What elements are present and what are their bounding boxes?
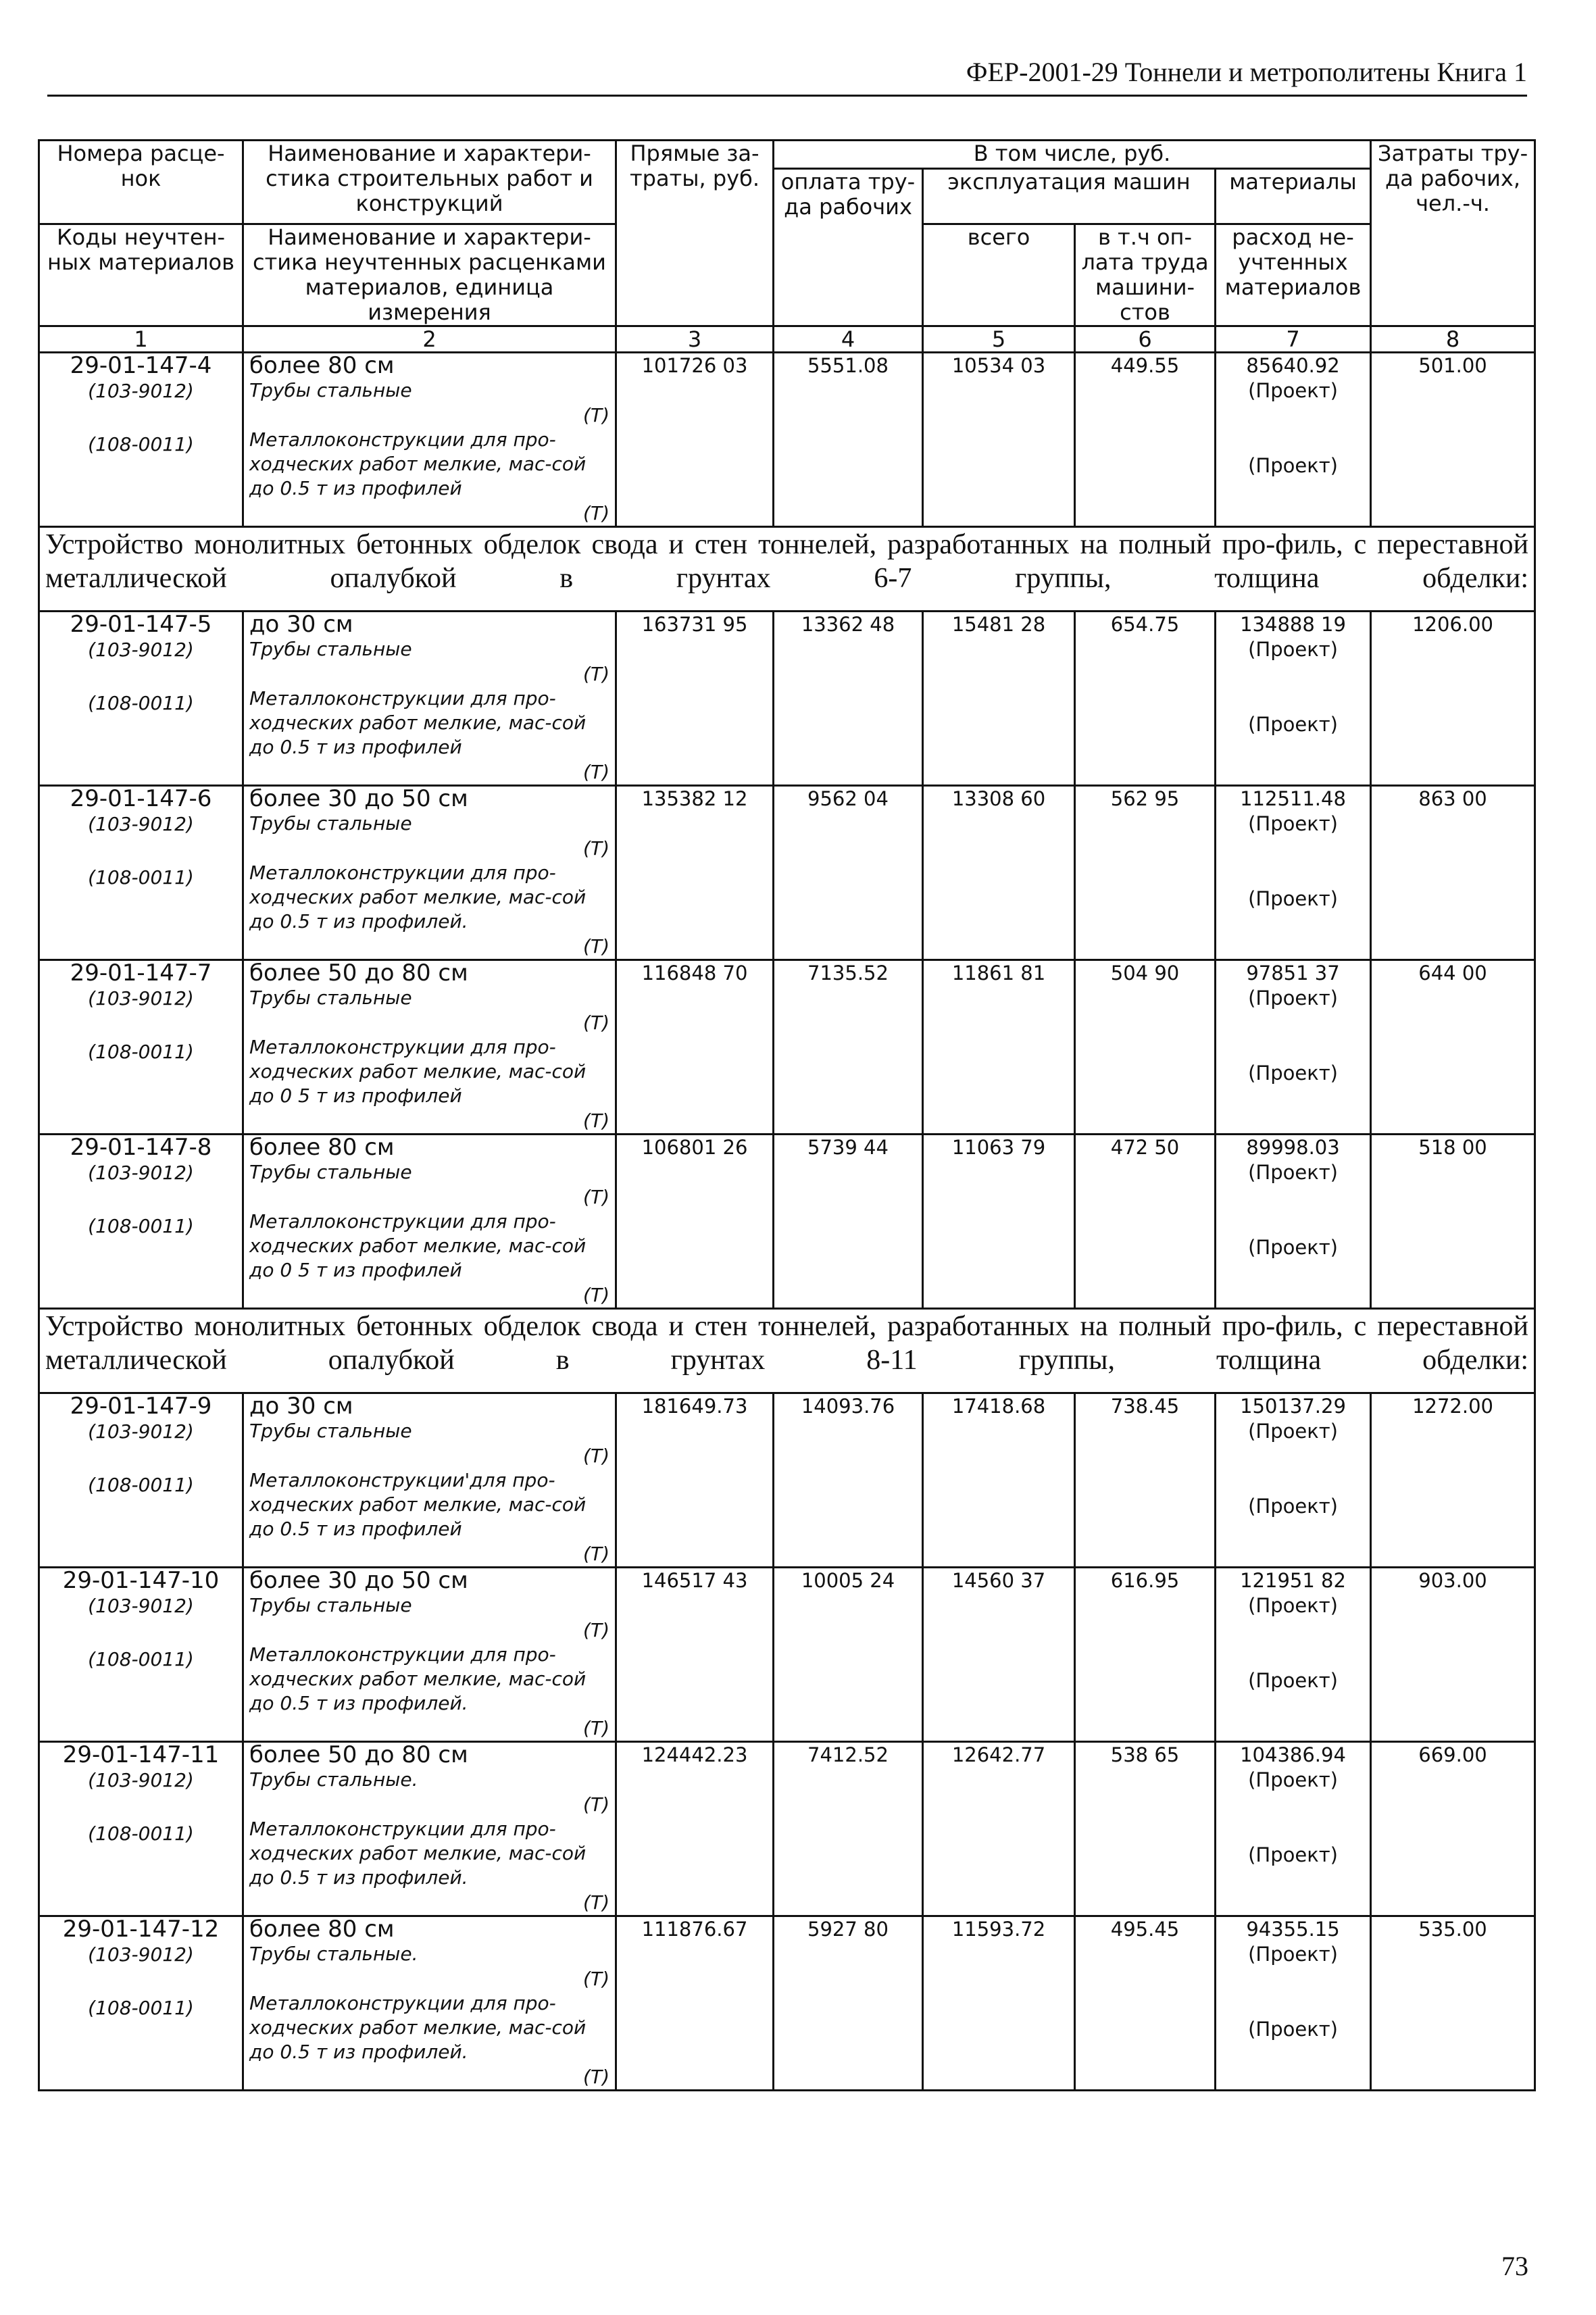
spacer [1222,1967,1364,2017]
unit-mark: (Т) [583,1968,609,1990]
column-number: 8 [1371,326,1535,353]
rate-name-cell [243,1568,616,1742]
materials-value: 97851 37 [1246,962,1340,985]
rates-body [39,353,1535,2091]
rate-code-cell [39,786,243,960]
header-including: В том числе, руб. [774,141,1371,169]
section-title: Устройство монолитных бетонных обделок свода и стен тоннелей, разработанных на полный про-филь, с переставной металлической опалубкой в грунтах 8-11 группы, толщина обделки: [39,1309,1535,1393]
unit-mark: (Т) [583,761,609,783]
materials-value: 94355.15 [1246,1918,1340,1941]
material-name: Металлоконструкции'для про-ходческих работ мелкие, мас-сой до 0.5 т из профилей [249,1469,587,1540]
column-number: 5 [923,326,1075,353]
machines-labor-value: 616.95 [1075,1568,1216,1742]
machines-labor-value: 738.45 [1075,1393,1216,1568]
labor-hours-value: 903.00 [1371,1568,1535,1742]
rate-code-cell [39,960,243,1135]
project-mark: (Проект) [1248,1594,1338,1617]
rate-row [39,1393,1535,1568]
direct-costs-value: 181649.73 [616,1393,774,1568]
column-number-row [39,326,1535,353]
section-title: Устройство монолитных бетонных обделок свода и стен тоннелей, разработанных на полный про-филь, с переставной металлической опалубкой в грунтах 6-7 группы, толщина обделки: [39,527,1535,612]
unit-mark: (Т) [583,1717,609,1739]
materials-cell [1216,1568,1371,1742]
material-code: (108-0011) [88,692,194,714]
spacer [45,1618,236,1647]
labor-hours-value: 669.00 [1371,1742,1535,1916]
spacer [45,1444,236,1472]
rate-name: более 80 см [249,352,395,379]
unit-mark: (Т) [583,2066,609,2088]
unit-mark: (Т) [583,1793,609,1816]
unit-mark: (Т) [583,1186,609,1208]
rate-code: 29-01-147-8 [70,1134,212,1161]
material-name: Металлоконструкции для про-ходческих работ мелкие, мас-сой до 0.5 т из профилей [249,687,587,758]
project-mark: (Проект) [1248,379,1338,402]
project-mark: (Проект) [1248,638,1338,661]
labor-hours-value: 1272.00 [1371,1393,1535,1568]
labor-hours-value: 535.00 [1371,1916,1535,2091]
header-labor-costs: Затраты тру-да рабочих, чел.-ч. [1371,141,1535,326]
labor-pay-value: 7135.52 [774,960,923,1135]
materials-cell [1216,1393,1371,1568]
rate-name-cell [243,960,616,1135]
column-number: 4 [774,326,923,353]
materials-value: 134888 19 [1240,613,1346,636]
rate-code-cell [39,612,243,786]
material-code: (108-0011) [88,433,194,455]
spacer [45,403,236,432]
rate-name-cell [243,1135,616,1309]
material-code: (108-0011) [88,866,194,889]
project-mark: (Проект) [1248,1236,1338,1259]
material-code: (103-9012) [88,1769,194,1791]
materials-value: 89998.03 [1246,1136,1340,1159]
material-name: Трубы стальные [249,379,412,401]
material-code: (103-9012) [88,639,194,661]
material-name: Металлоконструкции для про-ходческих работ мелкие, мас-сой до 0.5 т из профилей. [249,862,587,932]
material-name: Металлоконструкции для про-ходческих работ мелкие, мас-сой до 0.5 т из профилей. [249,1818,587,1889]
header-materials: материалы [1216,169,1371,224]
material-name: Металлоконструкции для про-ходческих работ мелкие, мас-сой до 0 5 т из профилей [249,1210,587,1281]
machines-total-value: 10534 03 [923,353,1075,527]
material-code: (103-9012) [88,1595,194,1617]
spacer [1222,1185,1364,1235]
direct-costs-value: 111876.67 [616,1916,774,2091]
rate-name-cell [243,612,616,786]
material-name: Трубы стальные. [249,1768,418,1791]
header-labor-pay: оплата тру-да рабочих [774,169,923,326]
header-material-codes: Коды неучтен-ных материалов [39,224,243,326]
spacer [45,1793,236,1821]
materials-value: 150137.29 [1240,1395,1346,1418]
machines-labor-value: 654.75 [1075,612,1216,786]
rate-row [39,1568,1535,1742]
direct-costs-value: 163731 95 [616,612,774,786]
rate-name-cell [243,353,616,527]
spacer [1222,403,1364,453]
spacer [45,1185,236,1214]
unit-mark: (Т) [583,1891,609,1914]
material-name: Металлоконструкции для про-ходческих работ мелкие, мас-сой до 0.5 т из профилей [249,428,587,499]
labor-pay-value: 10005 24 [774,1568,923,1742]
rate-name-cell [243,786,616,960]
machines-total-value: 14560 37 [923,1568,1075,1742]
machines-total-value: 13308 60 [923,786,1075,960]
rate-code: 29-01-147-12 [62,1916,220,1943]
materials-value: 85640.92 [1246,354,1340,377]
direct-costs-value: 146517 43 [616,1568,774,1742]
materials-cell [1216,786,1371,960]
spacer [45,837,236,865]
rate-name: более 80 см [249,1916,395,1943]
rate-row [39,1742,1535,1916]
unit-mark: (Т) [583,1619,609,1641]
material-code: (108-0011) [88,1997,194,2019]
rate-code: 29-01-147-7 [70,960,212,987]
rate-name: более 30 до 50 см [249,1567,468,1594]
direct-costs-value: 135382 12 [616,786,774,960]
rate-code: 29-01-147-6 [70,785,212,812]
rate-code: 29-01-147-5 [70,611,212,638]
unit-mark: (Т) [583,502,609,524]
column-number: 1 [39,326,243,353]
machines-labor-value: 538 65 [1075,1742,1216,1916]
material-code: (108-0011) [88,1474,194,1496]
labor-hours-value: 863 00 [1371,786,1535,960]
rate-row [39,353,1535,527]
spacer [1222,1793,1364,1843]
material-name: Трубы стальные [249,638,412,660]
rate-code-cell [39,353,243,527]
project-mark: (Проект) [1248,454,1338,477]
material-name: Металлоконструкции для про-ходческих работ мелкие, мас-сой до 0.5 т из профилей. [249,1992,587,2063]
project-mark: (Проект) [1248,1161,1338,1184]
page-number: 73 [1501,2251,1528,2281]
project-mark: (Проект) [1248,1420,1338,1443]
column-number: 2 [243,326,616,353]
column-number: 7 [1216,326,1371,353]
project-mark: (Проект) [1248,2018,1338,2041]
header-machines-labor: в т.ч оп-лата труда машини-стов [1075,224,1216,326]
unit-mark: (Т) [583,935,609,957]
machines-total-value: 11593.72 [923,1916,1075,2091]
materials-value: 104386.94 [1240,1743,1346,1766]
rate-row [39,612,1535,786]
machines-labor-value: 472 50 [1075,1135,1216,1309]
header-name-bottom: Наименование и характери-стика неучтенных расценками материалов, единица измерения [243,224,616,326]
spacer [1222,837,1364,887]
unit-mark: (Т) [583,1543,609,1565]
header-machines-total: всего [923,224,1075,326]
labor-hours-value: 644 00 [1371,960,1535,1135]
material-code: (103-9012) [88,1943,194,1966]
project-mark: (Проект) [1248,1669,1338,1692]
rate-code-cell [39,1135,243,1309]
section-row [39,527,1535,612]
machines-total-value: 12642.77 [923,1742,1075,1916]
direct-costs-value: 101726 03 [616,353,774,527]
material-code: (103-9012) [88,1162,194,1184]
material-name: Трубы стальные [249,1420,412,1442]
rate-code: 29-01-147-11 [62,1741,220,1768]
unit-mark: (Т) [583,663,609,685]
section-row [39,1309,1535,1393]
header-unaccounted-materials: расход не-учтенных материалов [1216,224,1371,326]
material-name: Металлоконструкции для про-ходческих работ мелкие, мас-сой до 0 5 т из профилей [249,1036,587,1107]
machines-labor-value: 495.45 [1075,1916,1216,2091]
machines-total-value: 11063 79 [923,1135,1075,1309]
spacer [45,1011,236,1039]
rate-row [39,1135,1535,1309]
unit-mark: (Т) [583,1445,609,1467]
rate-code-cell [39,1916,243,2091]
project-mark: (Проект) [1248,812,1338,835]
rate-code: 29-01-147-9 [70,1393,212,1420]
rate-code: 29-01-147-4 [70,352,212,379]
project-mark: (Проект) [1248,987,1338,1010]
unit-mark: (Т) [583,837,609,860]
labor-pay-value: 7412.52 [774,1742,923,1916]
unit-mark: (Т) [583,1110,609,1132]
column-number: 3 [616,326,774,353]
machines-labor-value: 504 90 [1075,960,1216,1135]
material-name: Трубы стальные [249,987,412,1009]
material-code: (108-0011) [88,1041,194,1063]
header-direct-costs: Прямые за-траты, руб. [616,141,774,326]
project-mark: (Проект) [1248,1943,1338,1966]
rate-code: 29-01-147-10 [62,1567,220,1594]
project-mark: (Проект) [1248,1495,1338,1518]
unit-mark: (Т) [583,404,609,426]
rate-name: более 50 до 80 см [249,1741,468,1768]
rate-name: до 30 см [249,1393,353,1420]
header-rate-numbers: Номера расце-нок [39,141,243,224]
direct-costs-value: 106801 26 [616,1135,774,1309]
materials-cell [1216,1135,1371,1309]
rate-row [39,960,1535,1135]
spacer [45,662,236,691]
project-mark: (Проект) [1248,1768,1338,1791]
labor-pay-value: 14093.76 [774,1393,923,1568]
spacer [1222,1444,1364,1494]
header-machines: эксплуатация машин [923,169,1216,224]
rate-name-cell [243,1742,616,1916]
material-code: (103-9012) [88,1420,194,1443]
machines-total-value: 17418.68 [923,1393,1075,1568]
material-code: (108-0011) [88,1648,194,1670]
rate-name: до 30 см [249,611,353,638]
direct-costs-value: 124442.23 [616,1742,774,1916]
material-code: (108-0011) [88,1215,194,1237]
spacer [1222,662,1364,712]
materials-cell [1216,1742,1371,1916]
material-name: Трубы стальные [249,812,412,835]
material-code: (103-9012) [88,380,194,402]
machines-total-value: 15481 28 [923,612,1075,786]
direct-costs-value: 116848 70 [616,960,774,1135]
rate-code-cell [39,1568,243,1742]
materials-value: 112511.48 [1240,787,1346,810]
material-name: Трубы стальные [249,1161,412,1183]
material-code: (103-9012) [88,813,194,835]
labor-pay-value: 9562 04 [774,786,923,960]
rate-name: более 80 см [249,1134,395,1161]
machines-total-value: 11861 81 [923,960,1075,1135]
rate-name: более 30 до 50 см [249,785,468,812]
spacer [45,1967,236,1995]
material-code: (103-9012) [88,987,194,1010]
rate-row [39,1916,1535,2091]
materials-cell [1216,612,1371,786]
material-name: Металлоконструкции для про-ходческих работ мелкие, мас-сой до 0.5 т из профилей. [249,1643,587,1714]
unit-mark: (Т) [583,1012,609,1034]
labor-hours-value: 501.00 [1371,353,1535,527]
spacer [1222,1618,1364,1668]
material-name: Трубы стальные [249,1594,412,1616]
labor-hours-value: 1206.00 [1371,612,1535,786]
rate-code-cell [39,1393,243,1568]
spacer [1222,1011,1364,1061]
materials-cell [1216,353,1371,527]
rate-name-cell [243,1916,616,2091]
materials-cell [1216,1916,1371,2091]
material-code: (108-0011) [88,1822,194,1845]
rate-name: более 50 до 80 см [249,960,468,987]
project-mark: (Проект) [1248,887,1338,910]
labor-pay-value: 5551.08 [774,353,923,527]
rate-name-cell [243,1393,616,1568]
labor-pay-value: 5739 44 [774,1135,923,1309]
header-name-top: Наименование и характери-стика строительных работ и конструкций [243,141,616,224]
project-mark: (Проект) [1248,1843,1338,1866]
unit-mark: (Т) [583,1284,609,1306]
labor-hours-value: 518 00 [1371,1135,1535,1309]
column-number: 6 [1075,326,1216,353]
machines-labor-value: 562 95 [1075,786,1216,960]
materials-value: 121951 82 [1240,1569,1346,1592]
project-mark: (Проект) [1248,1062,1338,1085]
materials-cell [1216,960,1371,1135]
rate-row [39,786,1535,960]
labor-pay-value: 5927 80 [774,1916,923,2091]
rates-table [38,139,1536,2091]
project-mark: (Проект) [1248,713,1338,736]
rate-code-cell [39,1742,243,1916]
labor-pay-value: 13362 48 [774,612,923,786]
page-header: ФЕР-2001-29 Тоннели и метрополитены Книга 1 [47,55,1527,97]
material-name: Трубы стальные. [249,1943,418,1965]
machines-labor-value: 449.55 [1075,353,1216,527]
